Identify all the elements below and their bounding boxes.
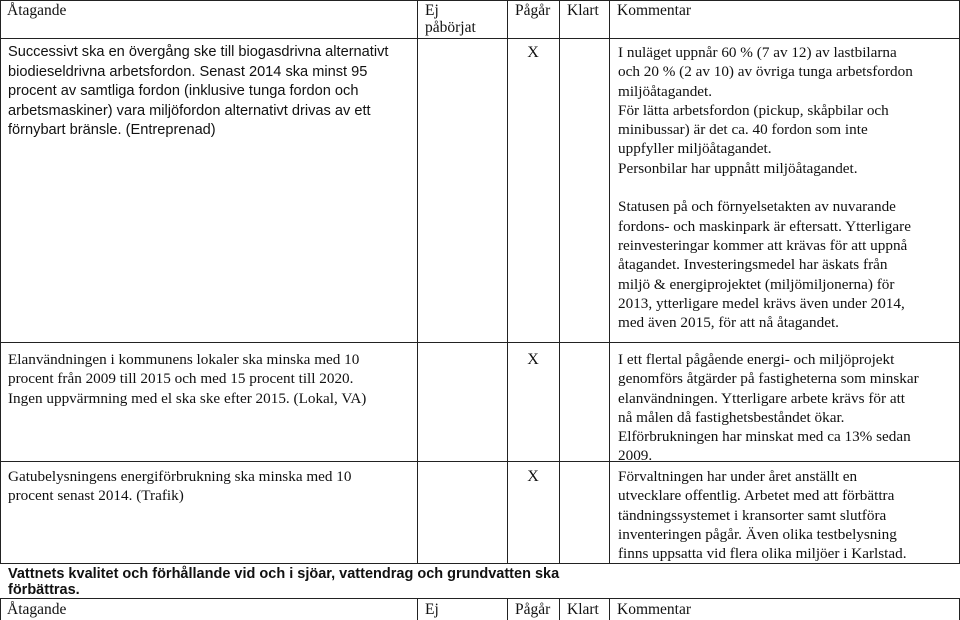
row1-kommentar-line: minibussar) är det ca. 40 fordon som inte: [618, 121, 868, 139]
header-ataagande: Åtagande: [7, 2, 67, 19]
row3-kommentar: [618, 467, 958, 563]
row1-kommentar-line: och 20 % (2 av 10) av övriga tunga arbetsfordon: [618, 63, 913, 81]
table1-col-divider-3: [559, 0, 560, 563]
table1-col-divider-1: [417, 0, 418, 563]
section-heading-line: förbättras.: [8, 582, 80, 598]
table2-top-border: [0, 598, 960, 599]
row2-kommentar-line: genomförs åtgärder på fastigheterna som minskar: [618, 370, 919, 388]
row1-kommentar-line: Statusen på och förnyelsetakten av nuvarande: [618, 198, 896, 216]
row1-ataagande: [8, 43, 414, 141]
row1-kommentar-line: miljöåtagandet.: [618, 82, 713, 100]
row2-ataagande: [8, 350, 414, 408]
row1-ataagande-line: Successivt ska en övergång ske till biogasdrivna alternativt: [8, 44, 389, 60]
row2-kommentar: [618, 350, 958, 466]
row1-pagar-mark: X: [527, 44, 539, 61]
row1-ataagande-line: procent av samtliga fordon (inklusive tunga fordon och: [8, 83, 359, 99]
row3-kommentar-line: utvecklare offentlig. Arbetet med att förbättra: [618, 487, 895, 505]
table2-col-divider-3: [559, 598, 560, 620]
row1-kommentar-line: I nuläget uppnår 60 % (7 av 12) av lastbilarna: [618, 44, 897, 61]
row1-kommentar-line: 2013, ytterligare medel krävs även under 2014,: [618, 294, 905, 312]
row2-kommentar-line: elanvändningen. Ytterligare arbete krävs för att: [618, 389, 906, 407]
row1-kommentar-line: uppfyller miljöåtagandet.: [618, 140, 772, 158]
row3-kommentar-line: inventeringen pågår. Även olika testbelysning: [618, 525, 897, 543]
row1-kommentar-line: åtagandet. Investeringsmedel har äskats från: [618, 256, 888, 274]
table2-header-ataagande: Åtagande: [7, 601, 67, 618]
row3-ataagande-line: procent senast 2014. (Trafik): [8, 487, 184, 505]
row1-kommentar: [618, 43, 958, 332]
header-pagar: Pågår: [515, 2, 551, 19]
section-heading: [8, 566, 608, 598]
table1-header-border: [0, 38, 960, 39]
row1-ataagande-line: arbetsmaskiner) vara miljöfordon alternativt drivas av ett: [8, 102, 371, 119]
section-heading-line: Vattnets kvalitet och förhållande vid och i sjöar, vattendrag och grundvatten ska: [8, 566, 560, 582]
row1-kommentar-line: med även 2015, för att nå åtagandet.: [618, 314, 839, 332]
header-ej-line2: påbörjat: [425, 19, 476, 36]
table2-header-pagar: Pågår: [515, 601, 551, 618]
row2-pagar-mark: X: [527, 351, 539, 368]
row1-kommentar-line: För lätta arbetsfordon (pickup, skåpbilar och: [618, 101, 889, 119]
row1-ataagande-line: förnybart bränsle. (Entreprenad): [8, 122, 216, 138]
row1-ataagande-line: biodieseldrivna arbetsfordon. Senast 2014 ska minst 95: [8, 63, 368, 80]
table1-left-border: [0, 0, 1, 563]
row2-ataagande-line: Ingen uppvärmning med el ska ske efter 2015. (Lokal, VA): [8, 389, 367, 407]
row2-ataagande-line: Elanvändningen i kommunens lokaler ska minska med 10: [8, 351, 360, 368]
header-klart: Klart: [567, 2, 599, 19]
row3-pagar-mark: X: [527, 468, 539, 485]
row2-kommentar-line: nå målen då fastighetsbeståndet ökar.: [618, 408, 845, 426]
table2-col-divider-1: [417, 598, 418, 620]
table1-col-divider-2: [507, 0, 508, 563]
row2-kommentar-line: Elförbrukningen har minskat med ca 13% sedan: [618, 428, 911, 446]
header-ej: Ej: [425, 2, 439, 19]
table2-left-border: [0, 598, 1, 620]
table1-top-border: [0, 0, 960, 1]
row1-kommentar-line: miljö & energiprojektet (miljömiljonerna) för: [618, 275, 895, 293]
table2-header-kommentar: Kommentar: [617, 601, 692, 618]
table1-row1-border: [0, 342, 960, 343]
row3-kommentar-line: tändningssystemet i kransorter samt slutföra: [618, 506, 887, 524]
row3-kommentar-line: finns uppsatta vid flera olika miljöer i Karlstad.: [618, 545, 907, 563]
row3-ataagande: [8, 467, 414, 506]
row1-kommentar-line: fordons- och maskinpark är eftersatt. Ytterligare: [618, 217, 911, 235]
table2-header-ej: Ej: [425, 601, 439, 618]
row1-kommentar-line: reinvesteringar kommer att krävas för att uppnå: [618, 236, 908, 254]
row3-kommentar-line: Förvaltningen har under året anställt en: [618, 468, 858, 485]
header-kommentar: Kommentar: [617, 2, 692, 19]
table2-header-klart: Klart: [567, 601, 599, 618]
row2-ataagande-line: procent från 2009 till 2015 och med 15 procent till 2020.: [8, 370, 354, 388]
row3-ataagande-line: Gatubelysningens energiförbrukning ska minska med 10: [8, 468, 352, 485]
row2-kommentar-line: I ett flertal pågående energi- och miljöprojekt: [618, 351, 895, 368]
table2-col-divider-2: [507, 598, 508, 620]
table1-col-divider-4: [609, 0, 610, 563]
row1-kommentar-spacer: [618, 178, 958, 197]
row1-kommentar-line: Personbilar har uppnått miljöåtagandet.: [618, 159, 858, 177]
table2-col-divider-4: [609, 598, 610, 620]
row2-kommentar-line: 2009.: [618, 447, 653, 465]
